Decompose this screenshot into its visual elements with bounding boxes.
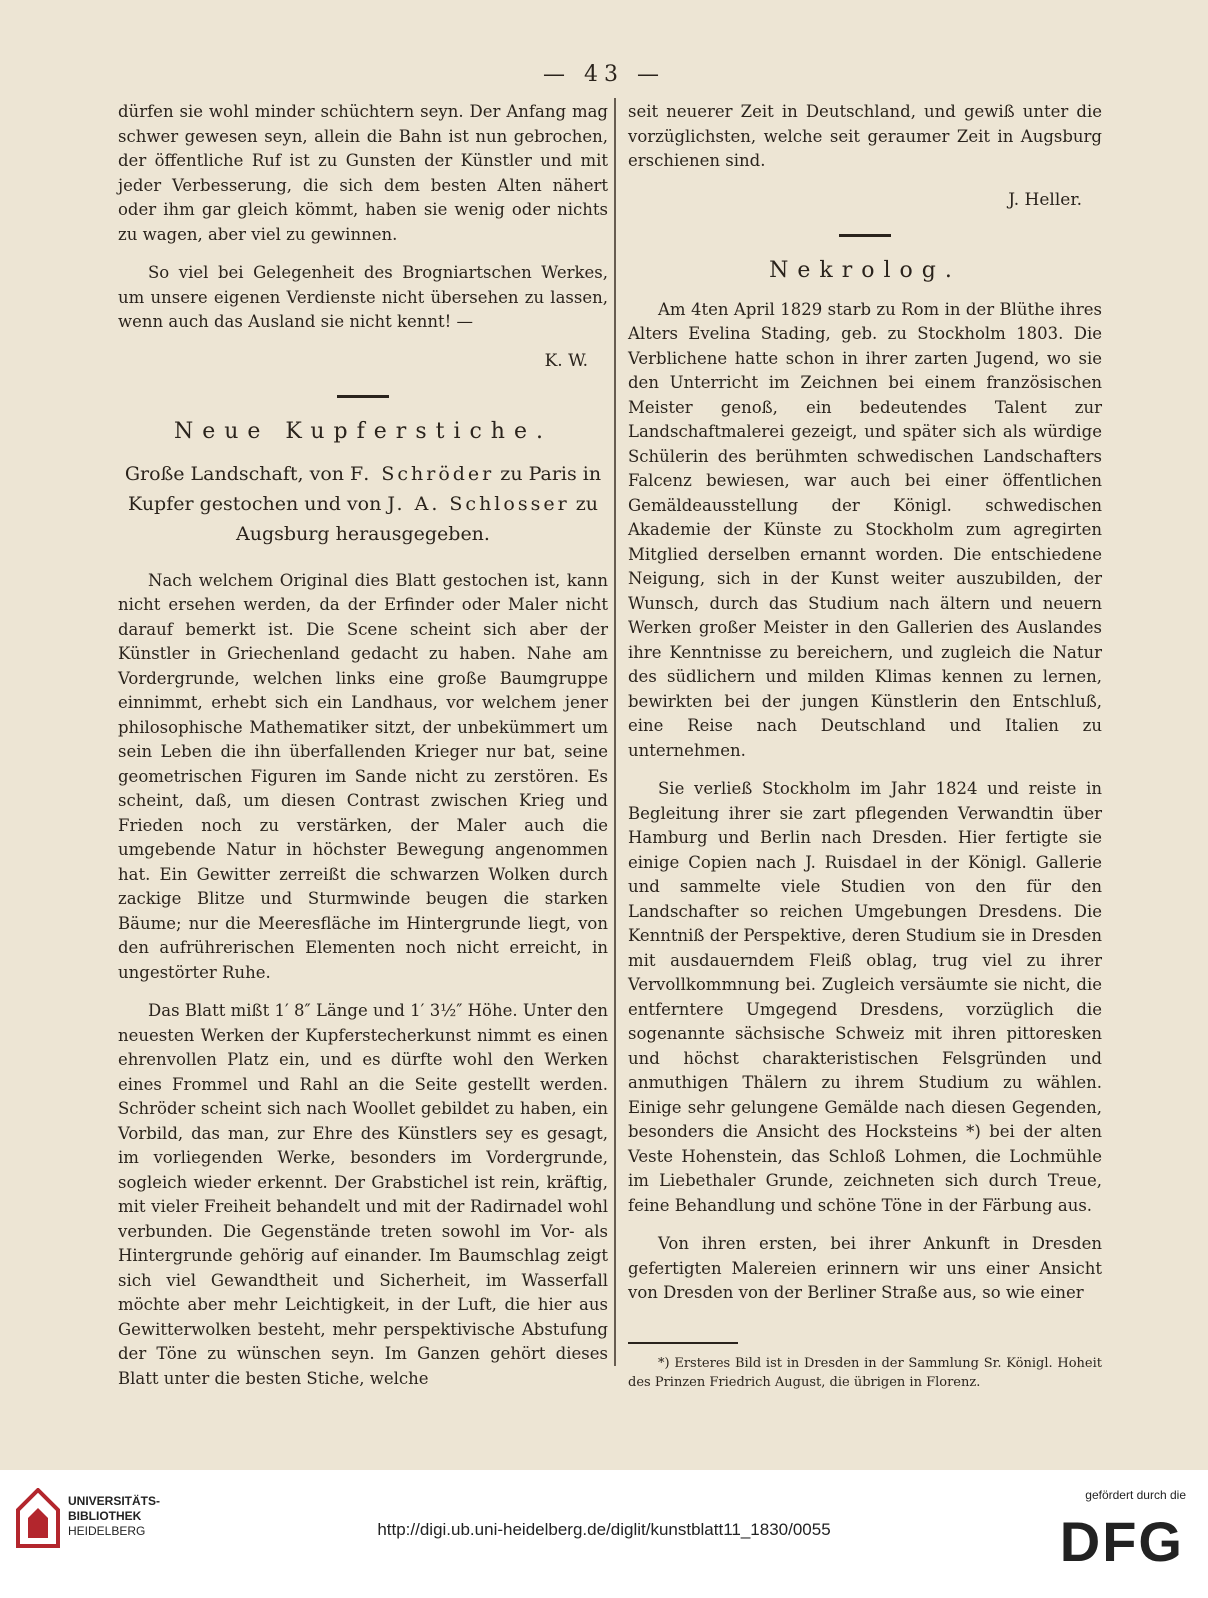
sponsor-label: gefördert durch die bbox=[1085, 1488, 1186, 1502]
paragraph: So viel bei Gelegenheit des Brogniartschen Werkes, um unsere eigenen Verdienste nicht übersehen zu lassen, wenn auch das Ausland sie nicht kennt! — bbox=[118, 263, 608, 331]
section-separator bbox=[839, 234, 891, 237]
subheading-text: zu Augsburg herausgegeben. bbox=[236, 492, 598, 545]
paragraph: Das Blatt mißt 1′ 8″ Länge und 1′ 3½″ Höhe. Unter den neuesten Werken der Kupferstecherkunst nimmt es einen ehrenvollen Platz ein, und es dürfte wohl den Werken eines Frommel und Rahl an die Seite gestellt werden. Schröder scheint sich nach Woollet gebildet zu haben, ein Vorbild, das man, zur Ehre des Künstlers sey es gesagt, im vorliegenden Werke, besonders im Vordergrunde, sogleich wieder erkennt. Der Grabstichel ist rein, kräftig, mit vieler Freiheit behandelt und mit der Radirnadel wohl verbunden. Die Gegenstände treten sowohl im Vor- als Hintergrunde gehörig auf einander. Im Baumschlag zeigt sich viel Gewandtheit und Sicherheit, im Wasserfall möchte aber mehr Leichtigkeit, in der Luft, die hier aus Gewitterwolken besteht, mehr perspektivische Abstufung der Töne zu wünschen seyn. Im Ganzen gehört dieses Blatt unter die besten Stiche, welche bbox=[118, 1001, 608, 1388]
subheading-text: zu Paris in Kupfer gestochen und von bbox=[128, 462, 602, 515]
column-divider bbox=[614, 98, 616, 1366]
right-column bbox=[628, 100, 1102, 1406]
dfg-logo: DFG bbox=[1059, 1510, 1184, 1573]
publisher-name: J. A. Schlosser bbox=[387, 492, 570, 515]
left-column bbox=[118, 100, 608, 1405]
library-name-line: HEIDELBERG bbox=[68, 1524, 146, 1538]
artist-name: F. Schröder bbox=[350, 462, 495, 485]
viewer-footer bbox=[0, 1470, 1208, 1598]
footnote: *) Ersteres Bild ist in Dresden in der Sammlung Sr. Königl. Hoheit des Prinzen Friedrich August, die übrigen in Florenz. bbox=[628, 1355, 1102, 1390]
paragraph: Am 4ten April 1829 starb zu Rom in der Blüthe ihres Alters Evelina Stading, geb. zu Stockholm 1803. Die Verblichene hatte schon in ihrer zarten Jugend, wo sie den Unterricht im Zeichnen bei einem französischen Meister genoß, ein bedeutendes Talent zur Landschaftmalerei gezeigt, und später sich als würdige Schülerin des berühmten schwedischen Landschafters Falcenz bewiesen, war auch bei einer öffentlichen Gemäldeausstellung der Königl. schwedischen Akademie der Künste zu Stockholm zum agregirten Mitglied derselben ernannt worden. Die entschiedene Neigung, sich in der Kunst weiter auszubilden, der Wunsch, durch das Studium nach ältern und neuern Werken großer Meister in den Gallerien des Auslandes ihre Kenntnisse zu bereichern, und zugleich die Natur des südlichern und milden Klimas kennen zu lernen, bewirkten bei der jungen Künstlerin den Entschluß, eine Reise nach Deutschland und Italien zu unternehmen. bbox=[628, 299, 1102, 760]
subheading-text: Große Landschaft, von bbox=[124, 462, 351, 485]
section-separator bbox=[337, 395, 389, 398]
library-name-line: UNIVERSITÄTS- bbox=[68, 1494, 161, 1508]
footnote-rule bbox=[628, 1342, 738, 1344]
paragraph: Sie verließ Stockholm im Jahr 1824 und reiste in Begleitung ihrer sie zart pflegenden Verwandtin über Hamburg und Berlin nach Dresden. Hier fertigte sie einige Copien nach J. Ruisdael in der Königl. Gallerie und sammelte viele Studien von den für den Landschafter so reichen Umgebungen Dresdens. Die Kenntniß der Perspektive, deren Studium sie in Dresden mit ausdauerndem Fleiß oblag, trug viel zu ihrer Vervollkommnung bei. Zugleich versäumte sie nicht, die entferntere Umgegend Dresdens, vorzüglich die sogenannte sächsische Schweiz mit ihren pittoresken und höchst charakteristischen Felsgründen und anmuthigen Thälern zu ihrem Studium zu wählen. Einige sehr gelungene Gemälde nach diesen Gegenden, besonders die Ansicht des Hocksteins *) bei der alten Veste Hohenstein, das Schloß Lohmen, die Lochmühle im Liebethaler Grunde, zeichneten sich durch Treue, feine Behandlung und schöne Töne in der Färbung aus. bbox=[628, 779, 1102, 1215]
signature: K. W. bbox=[544, 350, 588, 371]
paragraph: seit neuerer Zeit in Deutschland, und gewiß unter die vorzüglichsten, welche seit geraumer Zeit in Augsburg erschienen sind. bbox=[628, 102, 1102, 170]
section-heading: Neue Kupferstiche. bbox=[173, 419, 552, 444]
section-heading: Nekrolog. bbox=[769, 258, 961, 283]
permalink-url[interactable]: http://digi.ub.uni-heidelberg.de/diglit/kunstblatt11_1830/0055 bbox=[377, 1520, 831, 1539]
paragraph: Von ihren ersten, bei ihrer Ankunft in Dresden gefertigten Malereien erinnern wir uns einer Ansicht von Dresden von der Berliner Straße aus, so wie einer bbox=[628, 1234, 1102, 1302]
library-name-line: BIBLIOTHEK bbox=[68, 1509, 142, 1523]
page-number: — 43 — bbox=[543, 62, 665, 87]
signature: J. Heller. bbox=[1008, 189, 1082, 210]
section-subheading bbox=[118, 459, 608, 549]
paragraph: dürfen sie wohl minder schüchtern seyn. Der Anfang mag schwer gewesen seyn, allein die Bahn ist nun gebrochen, der öffentliche Ruf ist zu Gunsten der Künstler und mit jeder Verbesserung, die sich dem besten Alten nähert oder ihm gar gleich kömmt, haben sie wenig oder nichts zu wagen, aber viel zu gewinnen. bbox=[118, 102, 608, 244]
paragraph: Nach welchem Original dies Blatt gestochen ist, kann nicht ersehen werden, da der Erfinder oder Maler nicht darauf bemerkt ist. Die Scene scheint sich aber der Künstler in Griechenland gedacht zu haben. Nahe am Vordergrunde, welchen links eine große Baumgruppe einnimmt, erhebt sich ein Landhaus, vor welchem jener philosophische Mathematiker sitzt, der unbekümmert um sein Leben die ihn überfallenden Krieger nur bat, seine geometrischen Figuren im Sande nicht zu zerstören. Es scheint, daß, um diesen Contrast zwischen Krieg und Frieden noch zu verstärken, der Maler auch die umgebende Natur in höchster Bewegung angenommen hat. Ein Gewitter zerreißt die schwarzen Wolken durch zackige Blitze und Sturmwinde beugen die starken Bäume; nur die Meeresfläche im Hintergrunde liegt, von den aufrührerischen Elementen noch nicht erreicht, in ungestörter Ruhe. bbox=[118, 570, 608, 982]
